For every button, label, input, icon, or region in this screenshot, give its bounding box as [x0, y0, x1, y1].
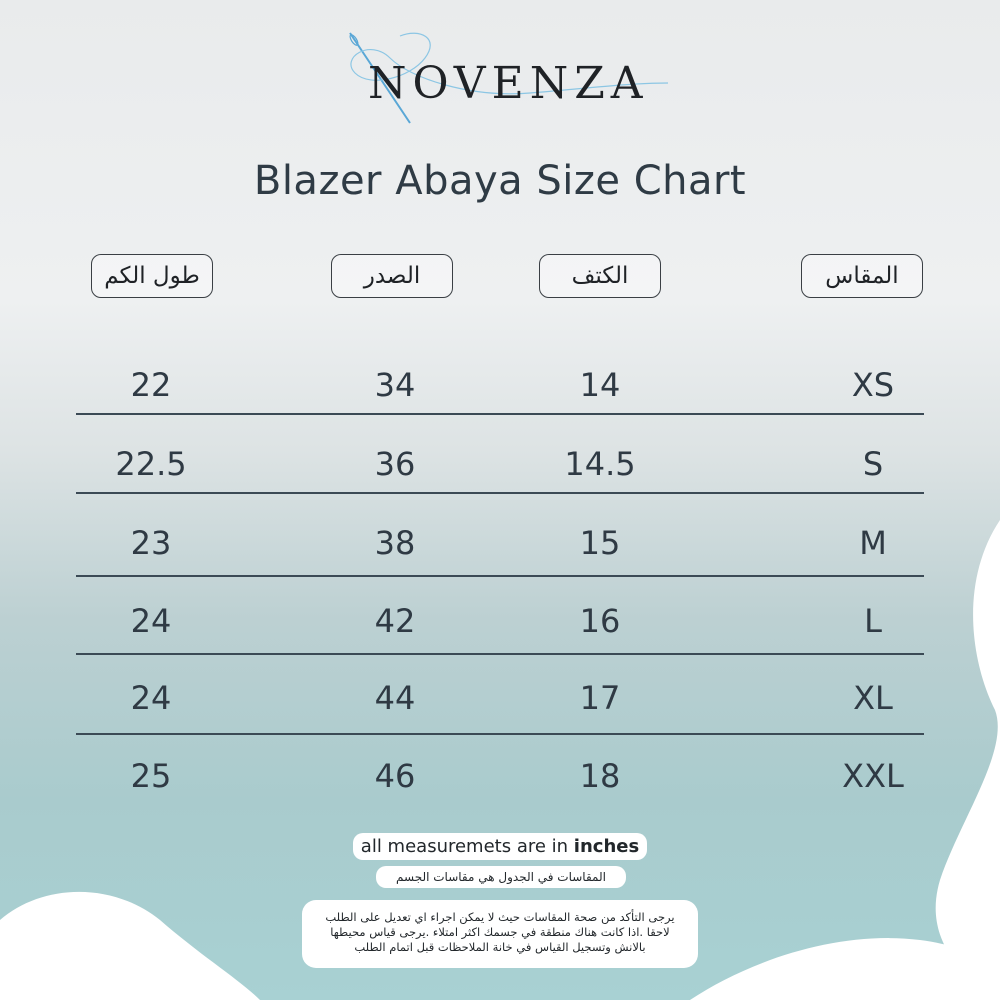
cell-size: XXL [842, 757, 904, 795]
measurement-instructions-note: يرجى التأكد من صحة المقاسات حيث لا يمكن اجراء اي تعديل على الطلب لاحقا .اذا كانت هناك منطقة في جسمك اكثر امتلاء .يرجى قياس محيطها بالانش وتسجيل القياس في خانة الملاحظات قبل اتمام الطلب [302, 900, 698, 968]
header-shoulder: الكتف [539, 254, 661, 298]
cell-sleeve: 22.5 [115, 445, 187, 483]
cell-sleeve: 22 [130, 366, 172, 404]
cell-chest: 46 [374, 757, 416, 795]
units-note-prefix: all measuremets are in [360, 836, 569, 857]
cell-shoulder: 18 [579, 757, 621, 795]
cell-shoulder: 15 [579, 524, 621, 562]
cell-size: XS [851, 366, 895, 404]
cell-chest: 38 [374, 524, 416, 562]
cell-size: S [862, 445, 884, 483]
row-divider [76, 492, 924, 494]
cell-shoulder: 16 [579, 602, 621, 640]
header-sleeve-length: طول الكم [91, 254, 213, 298]
cell-sleeve: 23 [130, 524, 172, 562]
cell-size: L [864, 602, 882, 640]
cell-shoulder: 14 [579, 366, 621, 404]
cell-chest: 42 [374, 602, 416, 640]
row-divider [76, 413, 924, 415]
header-size: المقاس [801, 254, 923, 298]
cell-sleeve: 24 [130, 679, 172, 717]
row-divider [76, 575, 924, 577]
row-divider [76, 733, 924, 735]
white-wave-bottom-left [0, 880, 260, 1000]
white-wave-bottom-right [690, 900, 1000, 1000]
brand-logo-text: NOVENZA [368, 58, 649, 109]
cell-sleeve: 25 [130, 757, 172, 795]
cell-shoulder: 14.5 [564, 445, 636, 483]
cell-chest: 44 [374, 679, 416, 717]
body-measurements-note: المقاسات في الجدول هي مقاسات الجسم [376, 866, 626, 888]
page-title: Blazer Abaya Size Chart [253, 158, 747, 204]
cell-size: XL [853, 679, 893, 717]
cell-shoulder: 17 [579, 679, 621, 717]
cell-chest: 36 [374, 445, 416, 483]
cell-sleeve: 24 [130, 602, 172, 640]
units-note [353, 833, 647, 860]
header-chest: الصدر [331, 254, 453, 298]
units-note-word: inches [573, 836, 640, 857]
cell-size: M [859, 524, 887, 562]
cell-chest: 34 [374, 366, 416, 404]
row-divider [76, 653, 924, 655]
